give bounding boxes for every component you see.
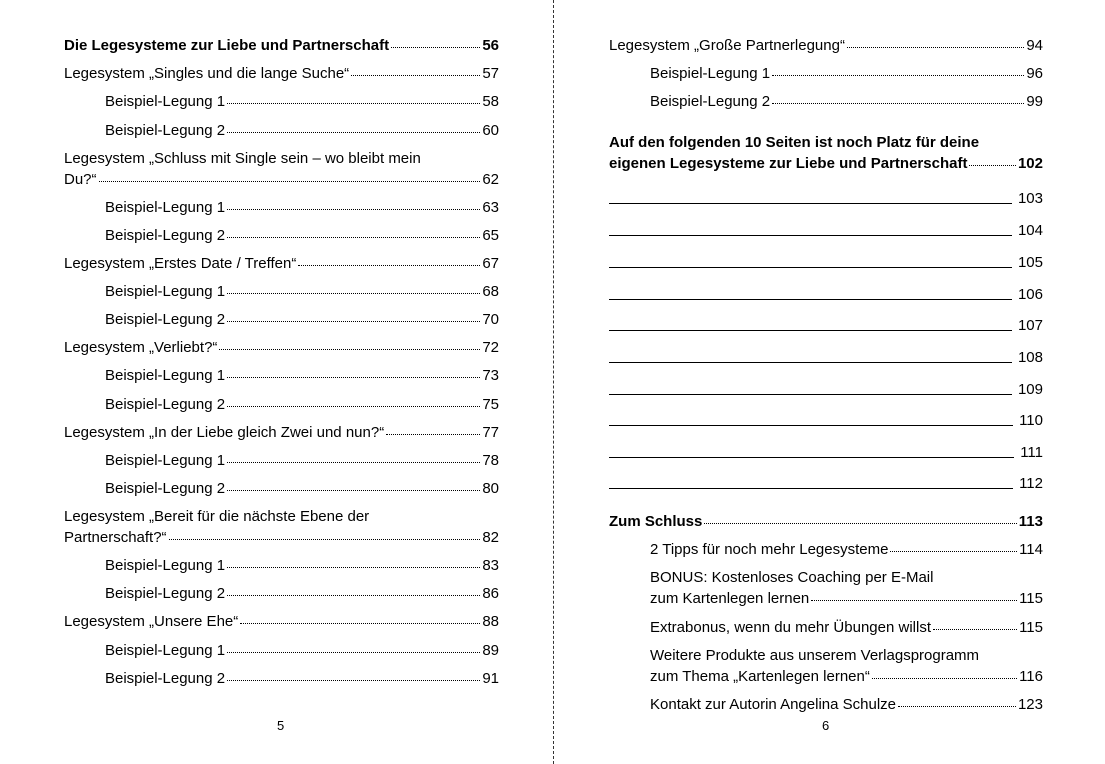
toc-entry-page: 94: [1026, 37, 1043, 54]
toc-entry: [105, 283, 499, 301]
toc-entry-title: Die Legesysteme zur Liebe und Partnerschaft: [64, 37, 390, 54]
dot-leader: [227, 320, 480, 322]
toc-entry-page: 96: [1026, 65, 1043, 82]
blank-entry-page: 103: [1017, 190, 1043, 207]
toc-entry: [105, 480, 499, 498]
toc-entry: [650, 569, 1043, 608]
toc-entry-title: Beispiel-Legung 2: [105, 585, 226, 602]
dot-leader: [772, 102, 1024, 104]
toc-entry-page: 58: [482, 93, 499, 110]
toc-entry-title: Beispiel-Legung 1: [105, 642, 226, 659]
toc-entry-title-line: Auf den folgenden 10 Seiten ist noch Platz für deine: [609, 134, 980, 151]
toc-entry-page: 114: [1019, 541, 1043, 558]
toc-entry: [650, 696, 1043, 714]
toc-entry-title: Beispiel-Legung 2: [105, 311, 226, 328]
dot-leader: [227, 236, 480, 238]
dot-leader: [890, 550, 1017, 552]
toc-entry-title: zum Kartenlegen lernen: [650, 590, 810, 607]
toc-entry-title: Beispiel-Legung 1: [105, 367, 226, 384]
toc-entry-page: 75: [482, 396, 499, 413]
dot-leader: [391, 46, 480, 48]
toc-entry-page: 68: [482, 283, 499, 300]
toc-entry: [105, 557, 499, 575]
toc-entry-page: 88: [482, 613, 499, 630]
toc-entry-page: 62: [482, 171, 499, 188]
toc-entry: [609, 513, 1043, 531]
toc-entry: [650, 647, 1043, 686]
blank-entry-page: 109: [1017, 381, 1043, 398]
toc-entry-title: Zum Schluss: [609, 513, 703, 530]
blank-entry-page: 107: [1017, 317, 1043, 334]
toc-entry-page: 56: [482, 37, 499, 54]
dot-leader: [969, 164, 1016, 166]
toc-entry: [105, 122, 499, 140]
toc-entry-title: Du?“: [64, 171, 97, 188]
dot-leader: [847, 46, 1024, 48]
dot-leader: [99, 180, 481, 182]
toc-entry-title: eigenen Legesysteme zur Liebe und Partnerschaft: [609, 155, 968, 172]
toc-entry-page: 113: [1018, 513, 1043, 530]
blank-rule: [609, 394, 1012, 395]
blank-rule: [609, 235, 1012, 236]
toc-entry-title: Legesystem „In der Liebe gleich Zwei und nun?“: [64, 424, 385, 441]
toc-entry-title-line: Legesystem „Bereit für die nächste Ebene der: [64, 508, 370, 525]
toc-entry-page: 57: [482, 65, 499, 82]
page-divider: [553, 0, 554, 764]
toc-entry-page: 99: [1026, 93, 1043, 110]
dot-leader: [898, 705, 1016, 707]
toc-entry-title: Kontakt zur Autorin Angelina Schulze: [650, 696, 896, 713]
dot-leader: [227, 405, 480, 407]
dot-leader: [933, 628, 1017, 630]
toc-entry-page: 82: [482, 529, 499, 546]
toc-entry: [64, 150, 499, 189]
toc-entry: [64, 508, 499, 547]
right-page: [555, 0, 1105, 764]
toc-entry: [105, 367, 499, 385]
toc-entry-page: 89: [482, 642, 499, 659]
toc-entry-title: Legesystem „Erstes Date / Treffen“: [64, 255, 297, 272]
toc-entry-page: 70: [482, 311, 499, 328]
toc-entry: [105, 93, 499, 111]
toc-entry: [105, 227, 499, 245]
dot-leader: [351, 74, 480, 76]
toc-entry-page: 116: [1019, 668, 1043, 685]
page-number-right: 6: [822, 718, 830, 733]
toc-entry-page: 67: [482, 255, 499, 272]
blank-entry: [609, 412, 1043, 430]
toc-entry-page: 63: [482, 199, 499, 216]
toc-entry: [105, 585, 499, 603]
dot-leader: [227, 461, 480, 463]
dot-leader: [298, 264, 480, 266]
blank-entry: [609, 317, 1043, 335]
toc-entry: [105, 642, 499, 660]
toc-entry: [105, 396, 499, 414]
toc-entry: [64, 255, 499, 273]
toc-entry-title: Beispiel-Legung 1: [650, 65, 771, 82]
toc-entry: [105, 452, 499, 470]
toc-entry-title: Beispiel-Legung 2: [105, 122, 226, 139]
toc-entry-page: 73: [482, 367, 499, 384]
blank-entry: [609, 190, 1043, 208]
toc-entry: [105, 199, 499, 217]
dot-leader: [227, 102, 480, 104]
blank-entry: [609, 475, 1043, 493]
toc-entry: [105, 311, 499, 329]
toc-entry-title: Beispiel-Legung 2: [650, 93, 771, 110]
blank-entry-page: 104: [1017, 222, 1043, 239]
blank-entry: [609, 286, 1043, 304]
toc-entry: [64, 424, 499, 442]
blank-entry: [609, 349, 1043, 367]
blank-rule: [609, 203, 1012, 204]
dot-leader: [227, 594, 480, 596]
blank-rule: [609, 457, 1014, 458]
dot-leader: [872, 677, 1017, 679]
toc-entry-title: Partnerschaft?“: [64, 529, 167, 546]
dot-leader: [227, 376, 480, 378]
toc-entry-page: 115: [1019, 590, 1043, 607]
toc-entry-page: 77: [482, 424, 499, 441]
dot-leader: [219, 348, 480, 350]
blank-entry: [609, 222, 1043, 240]
toc-entry: [650, 93, 1043, 111]
toc-entry-title: Legesystem „Große Partnerlegung“: [609, 37, 845, 54]
dot-leader: [169, 538, 481, 540]
toc-entry-page: 80: [482, 480, 499, 497]
blank-entry-page: 111: [1020, 444, 1043, 461]
toc-entry-title: Beispiel-Legung 2: [105, 227, 226, 244]
toc-entry-page: 123: [1017, 696, 1043, 713]
toc-entry: [650, 65, 1043, 83]
dot-leader: [240, 622, 480, 624]
toc-entry-page: 78: [482, 452, 499, 469]
blank-rule: [609, 425, 1013, 426]
toc-entry: [64, 65, 499, 83]
blank-entry-page: 108: [1017, 349, 1043, 366]
blank-entry-page: 105: [1017, 254, 1043, 271]
toc-entry-page: 65: [482, 227, 499, 244]
dot-leader: [386, 433, 480, 435]
toc-entry: [609, 134, 1043, 173]
blank-entry-page: 106: [1017, 286, 1043, 303]
toc-entry-title: Beispiel-Legung 1: [105, 93, 226, 110]
toc-entry-title: Beispiel-Legung 1: [105, 283, 226, 300]
dot-leader: [227, 566, 480, 568]
toc-entry-title: Beispiel-Legung 1: [105, 452, 226, 469]
blank-entry: [609, 381, 1043, 399]
blank-rule: [609, 488, 1013, 489]
toc-entry: [650, 541, 1043, 559]
toc-entry-page: 60: [482, 122, 499, 139]
dot-leader: [811, 599, 1017, 601]
toc-entry-title: Legesystem „Verliebt?“: [64, 339, 218, 356]
toc-entry-title: Beispiel-Legung 2: [105, 480, 226, 497]
dot-leader: [772, 74, 1024, 76]
dot-leader: [704, 522, 1016, 524]
toc-entry-title: Legesystem „Singles und die lange Suche“: [64, 65, 350, 82]
toc-entry-title: Beispiel-Legung 1: [105, 557, 226, 574]
blank-entry-page: 112: [1019, 475, 1043, 492]
toc-entry-page: 72: [482, 339, 499, 356]
toc-entry-title: Beispiel-Legung 1: [105, 199, 226, 216]
toc-entry-title: zum Thema „Kartenlegen lernen“: [650, 668, 870, 685]
blank-rule: [609, 267, 1012, 268]
toc-entry: [64, 339, 499, 357]
toc-entry: [609, 37, 1043, 55]
toc-entry-title: Legesystem „Unsere Ehe“: [64, 613, 239, 630]
toc-entry: [105, 670, 499, 688]
toc-entry-title: 2 Tipps für noch mehr Legesysteme: [650, 541, 889, 558]
dot-leader: [227, 208, 480, 210]
blank-rule: [609, 299, 1012, 300]
blank-entry: [609, 254, 1043, 272]
toc-entry-title: Beispiel-Legung 2: [105, 396, 226, 413]
blank-entry: [609, 444, 1043, 462]
toc-entry-title: Beispiel-Legung 2: [105, 670, 226, 687]
dot-leader: [227, 489, 480, 491]
toc-entry-page: 86: [482, 585, 499, 602]
toc-entry-page: 83: [482, 557, 499, 574]
blank-rule: [609, 362, 1012, 363]
toc-entry: [64, 37, 499, 55]
dot-leader: [227, 651, 480, 653]
toc-entry-title: Extrabonus, wenn du mehr Übungen willst: [650, 619, 931, 636]
toc-entry: [650, 619, 1043, 637]
toc-entry-page: 91: [482, 670, 499, 687]
toc-entry-page: 102: [1017, 155, 1043, 172]
blank-entry-page: 110: [1019, 412, 1043, 429]
page-number-left: 5: [277, 718, 285, 733]
toc-entry-title-line: BONUS: Kostenloses Coaching per E-Mail: [650, 569, 934, 586]
dot-leader: [227, 679, 480, 681]
toc-entry-page: 115: [1019, 619, 1043, 636]
toc-entry: [64, 613, 499, 631]
toc-entry-title-line: Weitere Produkte aus unserem Verlagsprogramm: [650, 647, 980, 664]
dot-leader: [227, 292, 480, 294]
toc-entry-title-line: Legesystem „Schluss mit Single sein – wo bleibt mein: [64, 150, 421, 167]
blank-rule: [609, 330, 1012, 331]
dot-leader: [227, 131, 480, 133]
